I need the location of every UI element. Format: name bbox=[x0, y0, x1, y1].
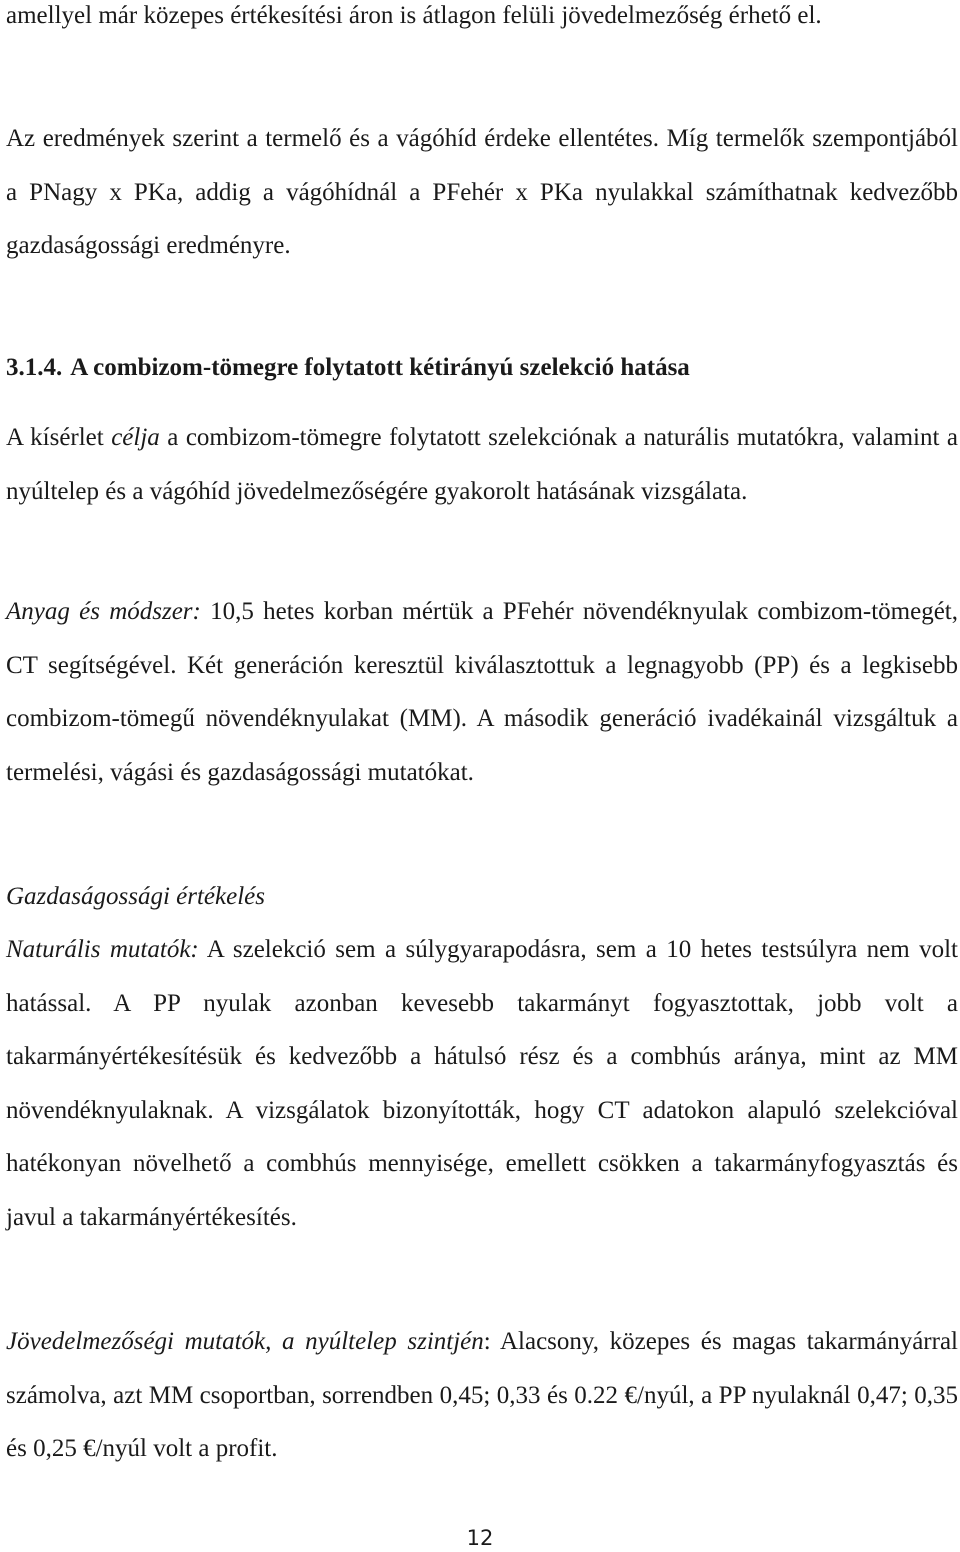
paragraph-profitability bbox=[6, 1315, 958, 1476]
page-number: 12 bbox=[466, 1526, 494, 1550]
aim-text: a combizom-tömegre folytatott szelekciónak a naturális mutatókra, valamint a nyúltelep és a vágóhíd jövedelmezőségére gyakorolt hatásának vizsgálata. bbox=[6, 424, 958, 505]
section-number: 3.1.4. bbox=[6, 354, 63, 381]
paragraph-results: Az eredmények szerint a termelő és a vágóhíd érdeke ellentétes. Míg termelők szempontjából a PNagy x PKa, addig a vágóhídnál a PFehér x PKa nyulakkal számíthatnak kedvezőbb gazdaságossági eredményre. bbox=[6, 125, 958, 259]
paragraph-natural-indicators bbox=[6, 923, 958, 1244]
methods-text: 10,5 hetes korban mértük a PFehér növendéknyulak combizom-tömegét, CT segítségével. Két generáción keresztül kiválasztottuk a legnagyobb (PP) és a legkisebb combizom-tömegű növendéknyulakat (MM). A második generáció ivadékainál vizsgáltuk a termelési, vágási és gazdaságossági mutatókat. bbox=[6, 598, 958, 786]
paragraph-continuation: amellyel már közepes értékesítési áron is átlagon felüli jövedelmezőség érhető el. bbox=[6, 2, 822, 29]
paragraph-aim bbox=[6, 411, 958, 518]
section-heading bbox=[6, 348, 958, 388]
profit-label: Jövedelmezőségi mutatók, a nyúltelep szintjén bbox=[6, 1328, 484, 1355]
paragraph-methods bbox=[6, 585, 958, 799]
profit-text: : Alacsony, közepes és magas takarmányárral számolva, azt MM csoportban, sorrendben 0,45; 0,33 és 0.22 €/nyúl, a PP nyulaknál 0,47; 0,35 és 0,25 €/nyúl volt a profit. bbox=[6, 1328, 958, 1462]
aim-prefix: A kísérlet bbox=[6, 424, 112, 451]
natural-label: Naturális mutatók: bbox=[6, 936, 199, 963]
natural-text: A szelekció sem a súlygyarapodásra, sem a 10 hetes testsúlyra nem volt hatással. A PP nyulak azonban kevesebb takarmányt fogyasztottak, jobb volt a takarmányértékesítésük és kedvezőbb a hátulsó rész és a combhús aránya, mint az MM növendéknyulaknak. A vizsgálatok bizonyították, hogy CT adatokon alapuló szelekcióval hatékonyan növelhető a combhús mennyisége, emellett csökken a takarmányfogyasztás és javul a takarmányértékesítés. bbox=[6, 936, 958, 1231]
section-title: A combizom-tömegre folytatott kétirányú szelekció hatása bbox=[70, 354, 690, 381]
aim-label: célja bbox=[111, 424, 160, 451]
methods-label: Anyag és módszer: bbox=[6, 598, 201, 625]
economics-heading: Gazdaságossági értékelés bbox=[6, 883, 265, 910]
